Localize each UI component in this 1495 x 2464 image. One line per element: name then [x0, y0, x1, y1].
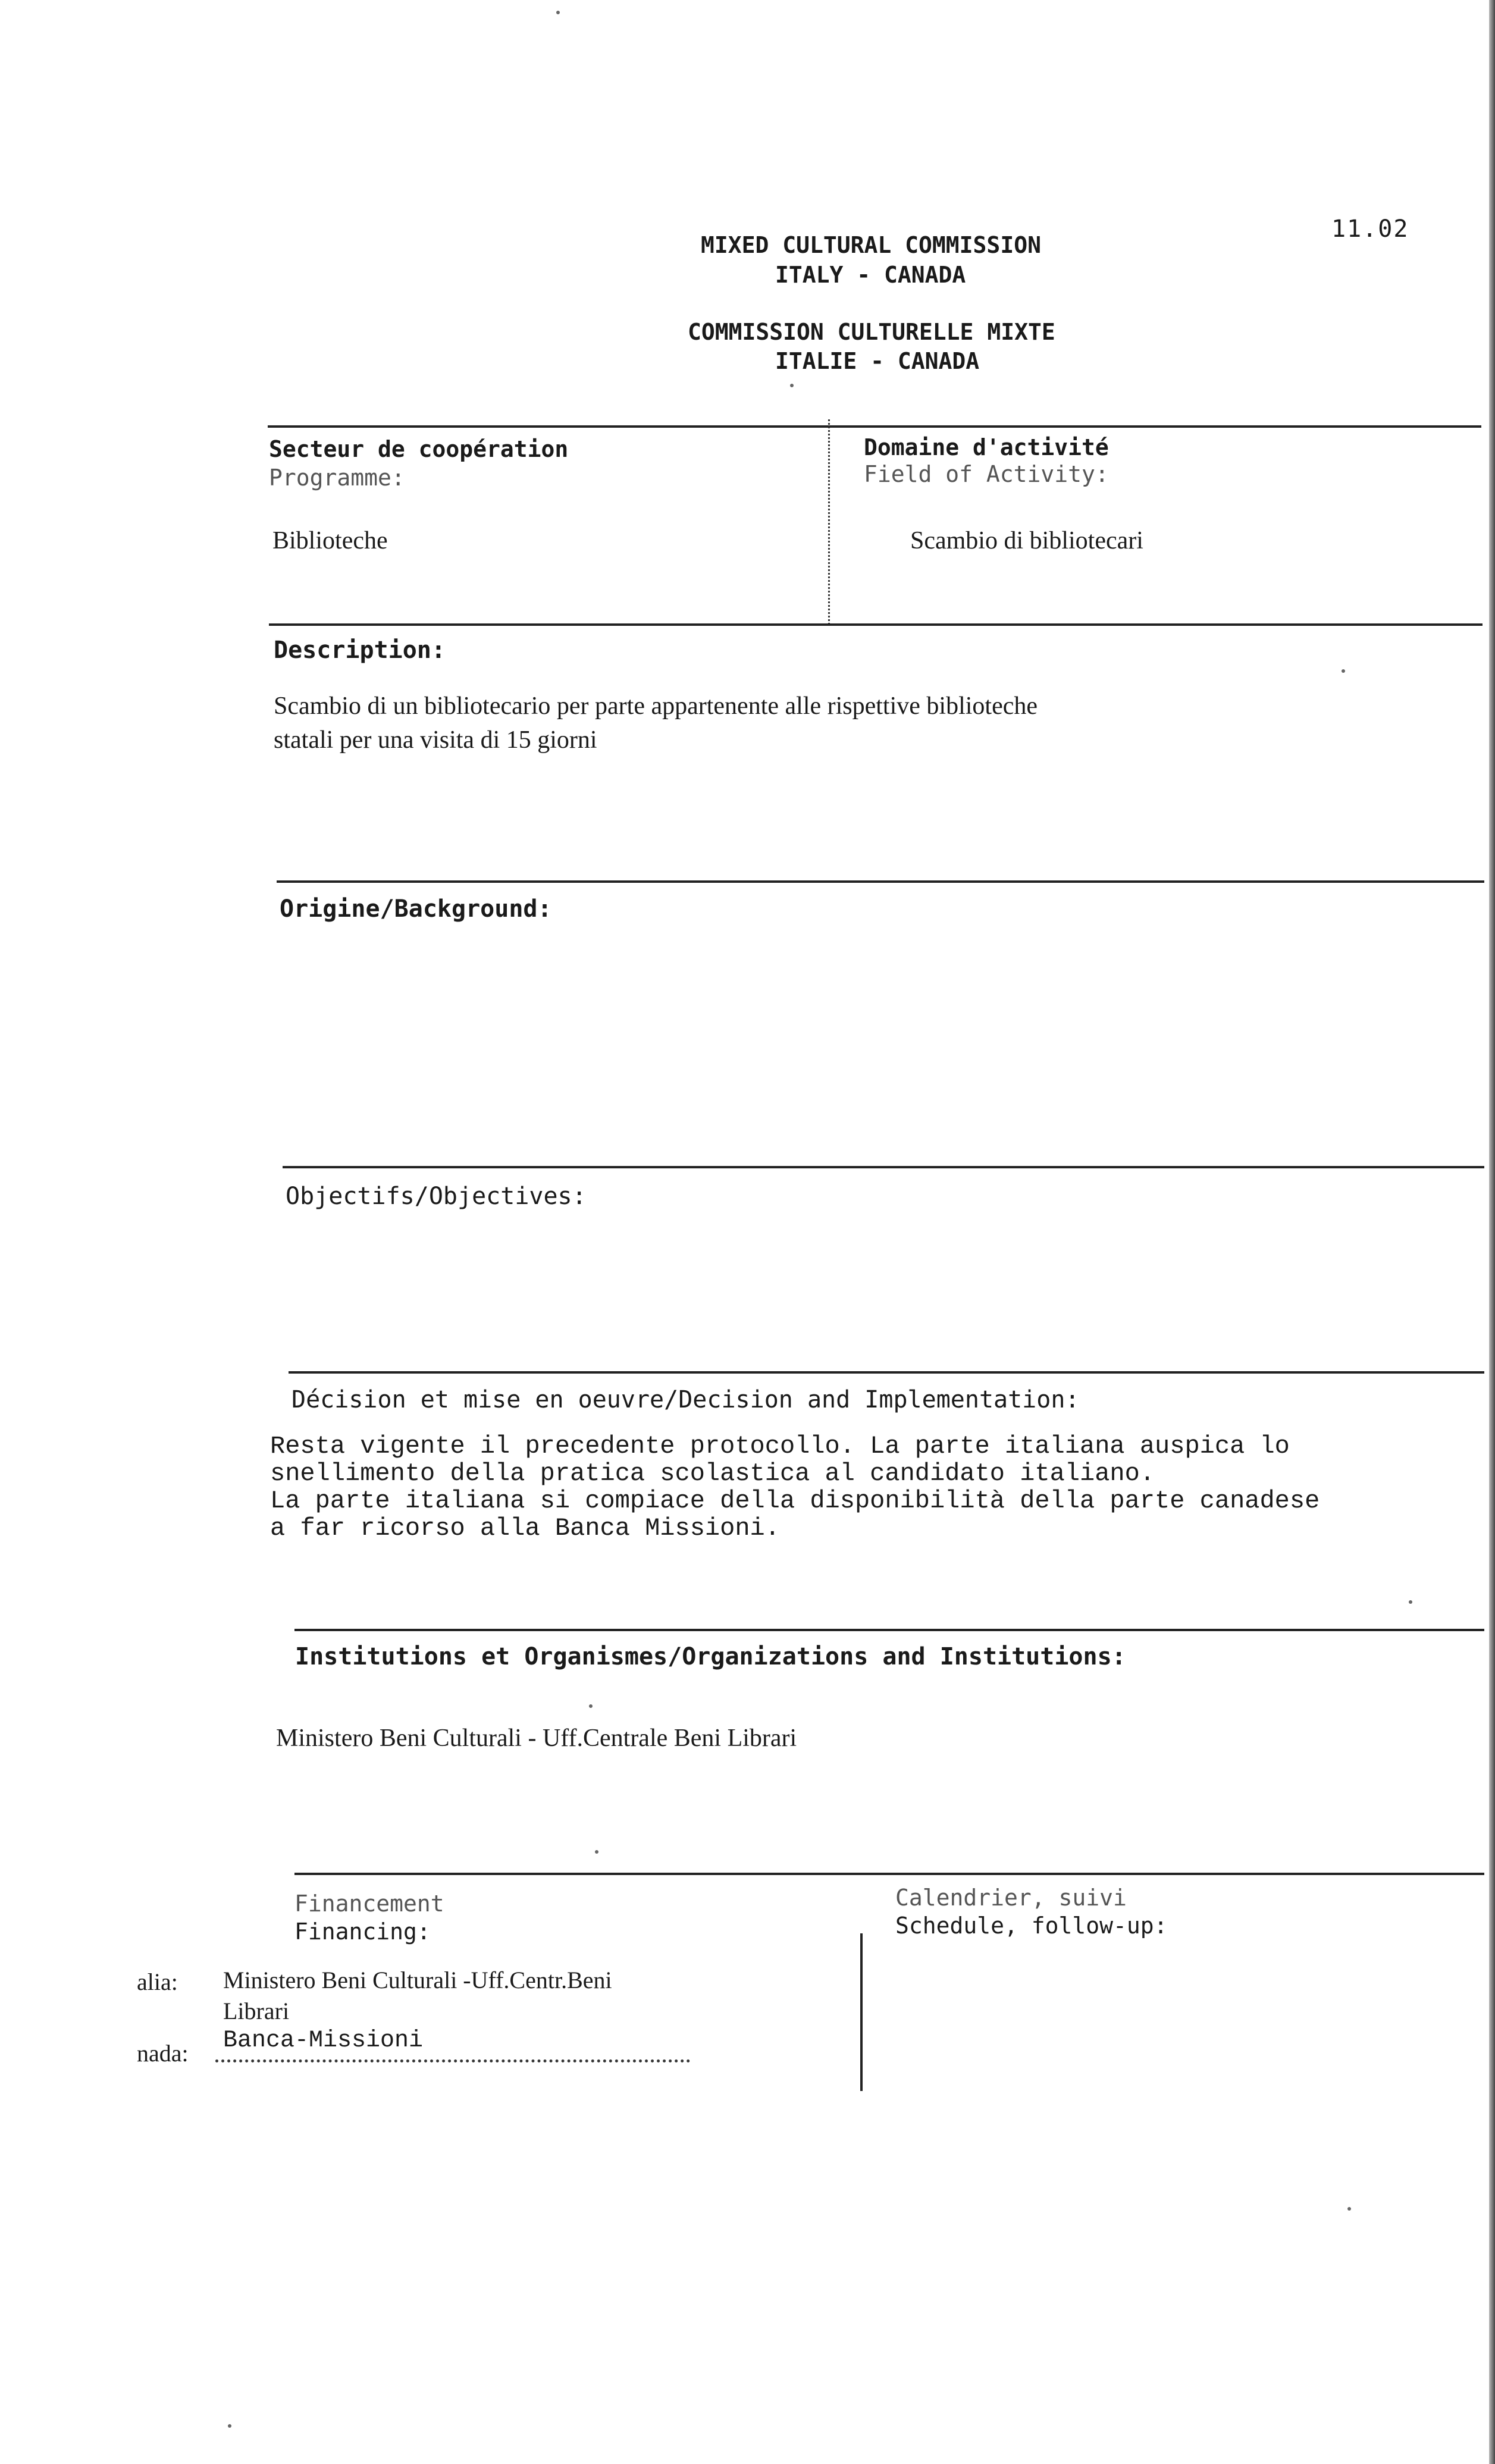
header-subtitle-en: ITALY - CANADA — [775, 262, 966, 288]
background-label: Origine/Background: — [280, 895, 552, 923]
divider-decision — [289, 1371, 1484, 1374]
sector-value: Biblioteche — [272, 527, 388, 554]
scan-speck — [589, 1704, 593, 1708]
page-edge-shadow — [1489, 0, 1495, 2464]
field-value: Scambio di bibliotecari — [910, 527, 1143, 554]
sector-label-fr: Secteur de coopération — [269, 436, 569, 462]
decision-label: Décision et mise en oeuvre/Decision and Implementation: — [292, 1386, 1080, 1413]
institutions-value: Ministero Beni Culturali - Uff.Centrale Beni Librari — [276, 1725, 797, 1752]
scan-speck — [556, 11, 560, 14]
scan-speck — [1342, 669, 1345, 673]
description-line-2: statali per una visita di 15 giorni — [274, 726, 597, 754]
divider-objectives — [283, 1166, 1484, 1168]
decision-line-3: La parte italiana si compiace della disponibilità della parte canadese — [270, 1487, 1320, 1515]
financing-italia-value-1: Ministero Beni Culturali -Uff.Centr.Beni — [223, 1967, 612, 1993]
financing-label-en: Financing: — [294, 1918, 431, 1945]
header-title-fr: COMMISSION CULTURELLE MIXTE — [688, 319, 1055, 345]
financing-label-fr: Financement — [294, 1891, 444, 1917]
scan-speck — [1347, 2207, 1351, 2211]
description-line-1: Scambio di un bibliotecario per parte appartenente alle rispettive biblioteche — [274, 692, 1038, 720]
scan-speck — [595, 1850, 598, 1854]
sector-label-en: Programme: — [269, 465, 405, 491]
document-number: 11.02 — [1331, 215, 1409, 243]
schedule-label-fr: Calendrier, suivi — [895, 1885, 1127, 1911]
financing-canada-value: Banca-Missioni — [223, 2027, 424, 2054]
field-label-en: Field of Activity: — [864, 461, 1109, 487]
decision-line-1: Resta vigente il precedente protocollo. La parte italiana auspica lo — [270, 1432, 1290, 1460]
financing-italia-value-2: Librari — [223, 1998, 290, 2024]
description-label: Description: — [274, 637, 446, 664]
scan-speck — [790, 384, 794, 387]
divider-institutions — [294, 1629, 1484, 1631]
column-divider-bottom — [860, 1933, 863, 2091]
divider-background — [277, 880, 1484, 883]
objectives-label: Objectifs/Objectives: — [286, 1183, 587, 1210]
header-subtitle-fr: ITALIE - CANADA — [775, 348, 980, 374]
divider-description — [269, 623, 1483, 626]
decision-line-2: snellimento della pratica scolastica al candidato italiano. — [270, 1459, 1155, 1488]
column-divider-top — [828, 419, 832, 625]
field-label-fr: Domaine d'activité — [864, 434, 1109, 460]
divider-financing — [294, 1873, 1484, 1875]
decision-line-4: a far ricorso alla Banca Missioni. — [270, 1514, 780, 1543]
scan-speck — [1409, 1600, 1412, 1604]
schedule-label-en: Schedule, follow-up: — [895, 1913, 1168, 1939]
financing-canada-prefix: nada: — [137, 2040, 189, 2067]
financing-italia-prefix: alia: — [137, 1968, 178, 1995]
divider-top — [268, 425, 1481, 428]
financing-dotted-line — [215, 2059, 690, 2062]
scan-speck — [228, 2424, 231, 2428]
institutions-label: Institutions et Organismes/Organizations and Institutions: — [295, 1643, 1126, 1670]
header-title-en: MIXED CULTURAL COMMISSION — [701, 232, 1041, 258]
